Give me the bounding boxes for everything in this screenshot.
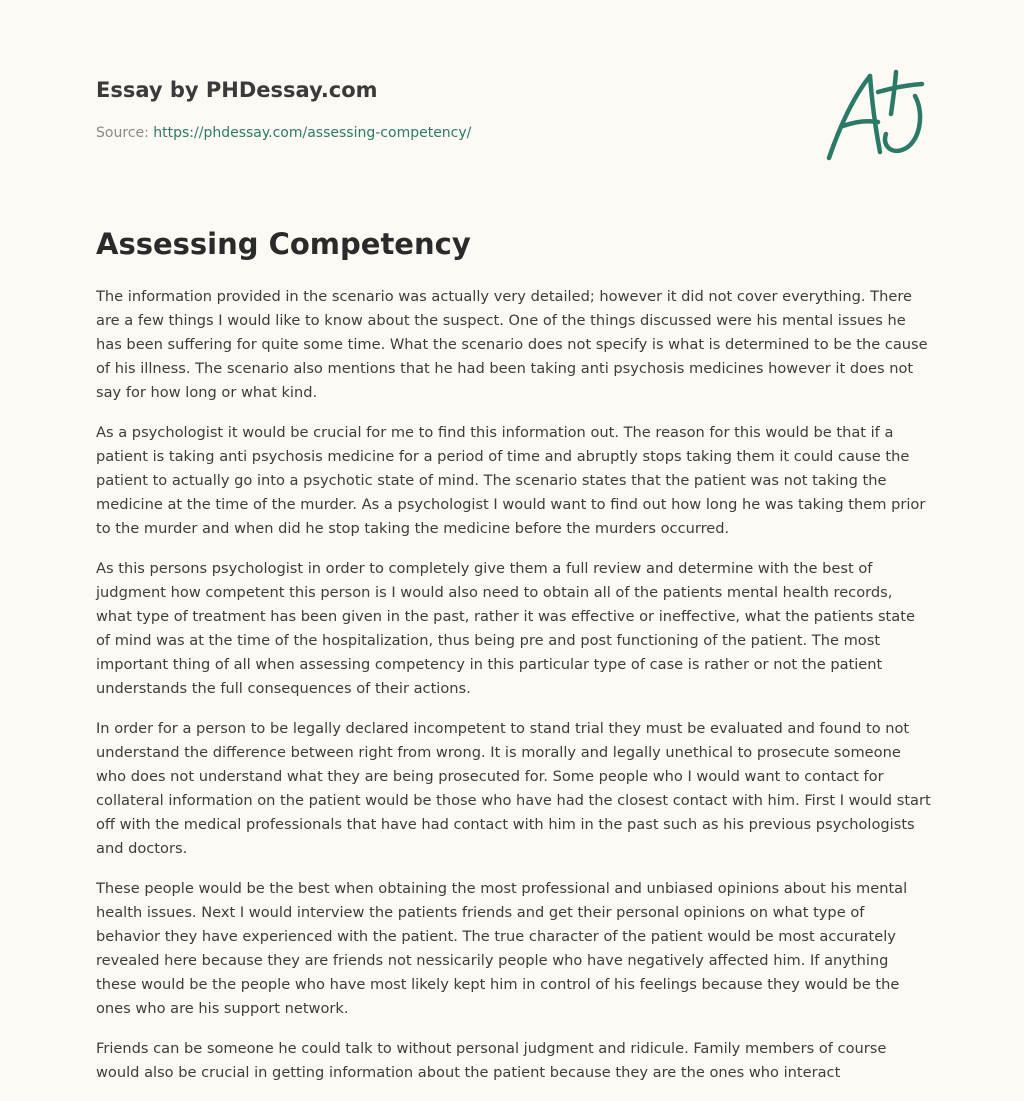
essay-paragraph: These people would be the best when obtaining the most professional and unbiased opinions about his mental health issues. Next I would interview the patients friends and get their personal opinions on what type of behavior they have experienced with the patient. The true character of the patient would be most accurately revealed here because they are friends not nessicarily people who have negatively affected him. If anything these would be the people who have most likely kept him in control of his feelings because they would be the ones who are his support network. <box>96 880 908 1017</box>
essay-body <box>96 285 932 1101</box>
essay-title: Assessing Competency <box>96 227 471 261</box>
source-line <box>96 124 796 142</box>
essay-paragraph: Friends can be someone he could talk to without personal judgment and ridicule. Family members of course would also be crucial in getting information about the patient because they are the ones who interact <box>96 1040 887 1081</box>
source-label: Source: <box>96 125 149 141</box>
essay-paragraph: The information provided in the scenario was actually very detailed; however it did not cover everything. There are a few things I would like to know about the suspect. One of the things discussed were his mental issues he has been suffering for quite some time. What the scenario does not specify is what is determined to be the cause of his illness. The scenario also mentions that he had been taking anti psychosis medicines however it does not say for how long or what kind. <box>96 288 928 401</box>
page-header <box>96 76 796 142</box>
source-link[interactable]: https://phdessay.com/assessing-competency/ <box>153 125 472 141</box>
site-title: Essay by PHDessay.com <box>96 78 378 102</box>
essay-paragraph: As a psychologist it would be crucial for me to find this information out. The reason for this would be that if a patient is taking anti psychosis medicine for a period of time and abruptly stops taking them it could cause the patient to actually go into a psychotic state of mind. The scenario states that the patient was not taking the medicine at the time of the murder. As a psychologist I would want to find out how long he was taking them prior to the murder and when did he stop taking the medicine before the murders occurred. <box>96 424 926 537</box>
a-plus-logo-icon <box>820 66 928 166</box>
essay-paragraph: In order for a person to be legally declared incompetent to stand trial they must be evaluated and found to not understand the difference between right from wrong. It is morally and legally unethical to prosecute someone who does not understand what they are being prosecuted for. Some people who I would want to contact for collateral information on the patient would be those who have had the closest contact with him. First I would start off with the medical professionals that have had contact with him in the past such as his previous psychologists and doctors. <box>96 720 931 857</box>
essay-paragraph: As this persons psychologist in order to completely give them a full review and determine with the best of judgment how competent this person is I would also need to obtain all of the patients mental health records, what type of treatment has been given in the past, rather it was effective or ineffective, what the patients state of mind was at the time of the hospitalization, thus being pre and post functioning of the patient. The most important thing of all when assessing competency in this particular type of case is rather or not the patient understands the full consequences of their actions. <box>96 560 915 697</box>
